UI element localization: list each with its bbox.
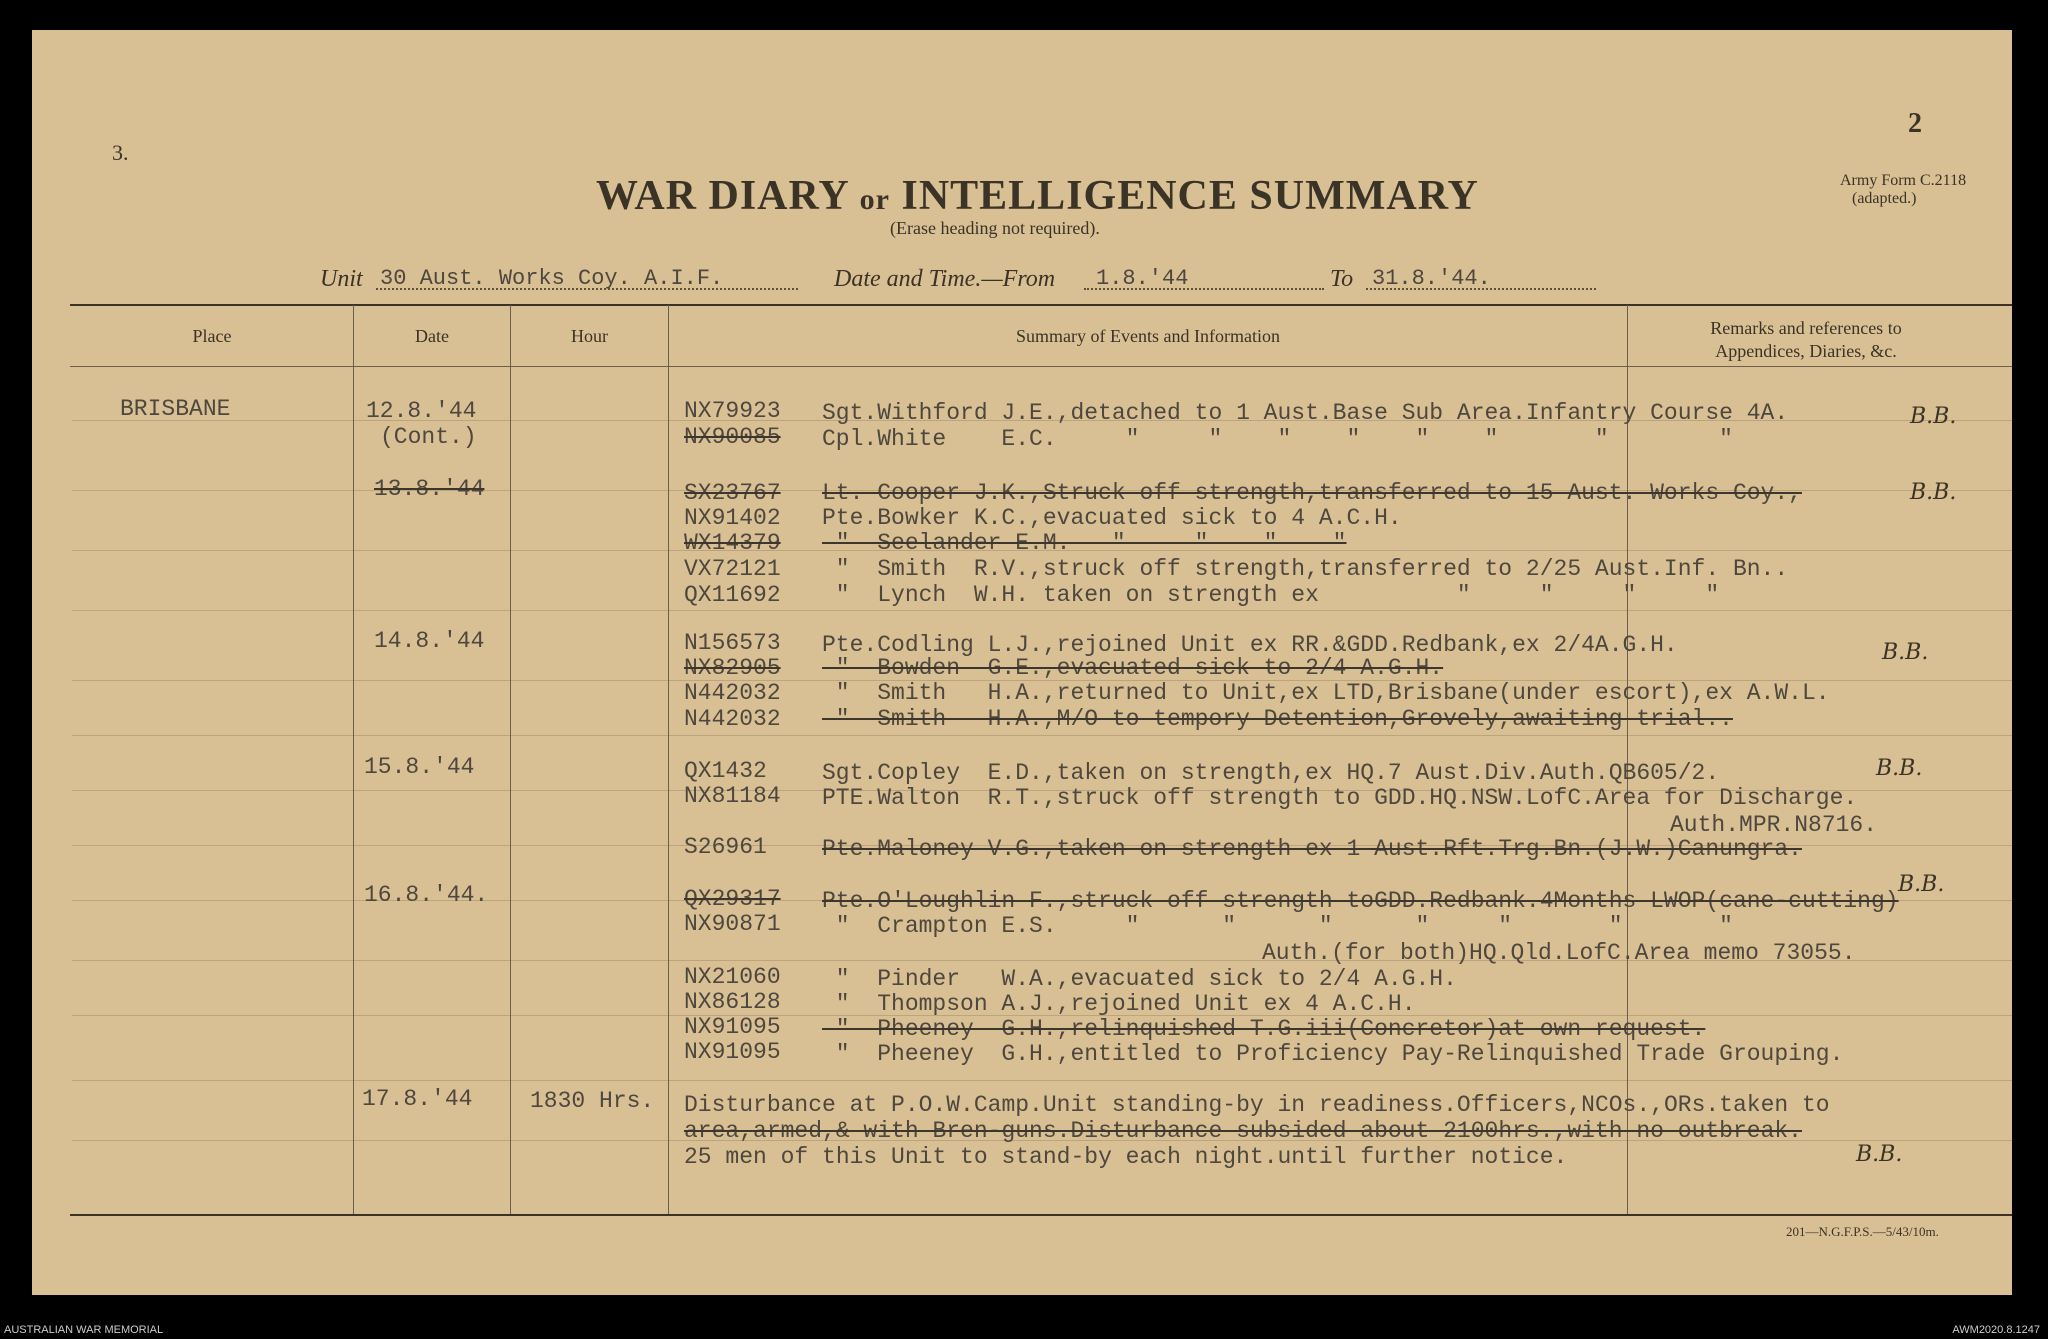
- entry-11-number: N442032: [684, 706, 781, 732]
- title-or: or: [859, 183, 890, 216]
- entry-2-text: Cpl.White E.C. " " " " " " " ": [822, 426, 1733, 452]
- entry-16-auth: Auth.(for both)HQ.Qld.LofC.Area memo 73055.: [1262, 940, 1856, 966]
- entry-6-number: VX72121: [684, 556, 781, 582]
- entry-6-text: " Smith R.V.,struck off strength,transferred to 2/25 Aust.Inf. Bn..: [822, 556, 1789, 582]
- initials-mark: B.B.: [1910, 480, 1957, 505]
- entry-18-text: " Thompson A.J.,rejoined Unit ex 4 A.C.H.: [822, 991, 1416, 1017]
- entry-12-number: QX1432: [684, 758, 767, 784]
- entry-5-number: WX14379: [684, 530, 781, 556]
- entry-5-text: " Seelander E.M. " " " ": [822, 530, 1347, 556]
- page-number: 3.: [112, 140, 129, 165]
- footer-source: AUSTRALIAN WAR MEMORIAL: [4, 1324, 164, 1336]
- army-form: Army Form C.2118: [1840, 172, 1967, 189]
- entry-20-number: NX91095: [684, 1039, 781, 1065]
- subtitle: (Erase heading not required).: [890, 218, 1100, 238]
- date-17: 17.8.'44: [362, 1086, 473, 1112]
- entry-11-text: " Smith H.A.,M/O to tempory Detention,Grovely,awaiting trial..: [822, 706, 1733, 732]
- entry-17-text: " Pinder W.A.,evacuated sick to 2/4 A.G.H.: [822, 966, 1457, 992]
- unit-value: 30 Aust. Works Coy. A.I.F.: [380, 266, 724, 291]
- column-divider: [510, 305, 511, 1214]
- entry-13-number: NX81184: [684, 783, 781, 809]
- entry-15-text: Pte.O'Loughlin F.,struck off strength toGDD.Redbank.4Months LWOP(cane-cutting): [822, 888, 1899, 914]
- column-divider: [353, 305, 354, 1214]
- table-bottom-border: [70, 1214, 2012, 1216]
- entry-10-text: " Smith H.A.,returned to Unit,ex LTD,Brisbane(under escort),ex A.W.L.: [822, 680, 1830, 706]
- header-place: Place: [192, 326, 232, 346]
- initials-mark: B.B.: [1910, 404, 1957, 429]
- army-form-sub: (adapted.): [1852, 190, 1917, 207]
- entry-1-text: Sgt.Withford J.E.,detached to 1 Aust.Base Sub Area.Infantry Course 4A.: [822, 400, 1789, 426]
- ruled-line: [72, 1080, 2012, 1081]
- entry-14-number: S26961: [684, 834, 767, 860]
- corner-mark: 2: [1908, 108, 1922, 139]
- entry-16-text: " Crampton E.S. " " " " " " ": [822, 913, 1733, 939]
- date-14: 14.8.'44: [374, 628, 485, 654]
- title-war-diary: WAR DIARY: [596, 173, 849, 219]
- entry-3-text: Lt. Cooper J.K.,Struck off strength,transferred to 15 Aust. Works Coy.,: [822, 480, 1802, 506]
- header-divider: [70, 366, 2012, 367]
- entry-20-text: " Pheeney G.H.,entitled to Proficiency Pay-Relinquished Trade Grouping.: [822, 1041, 1844, 1067]
- entry-19-number: NX91095: [684, 1014, 781, 1040]
- entry-12-text: Sgt.Copley E.D.,taken on strength,ex HQ.7 Aust.Div.Auth.QB605/2.: [822, 760, 1720, 786]
- entry-8-number: N156573: [684, 630, 781, 656]
- date-12: 12.8.'44: [366, 398, 477, 424]
- date-16: 16.8.'44.: [364, 882, 489, 908]
- entry-15-number: QX29317: [684, 886, 781, 912]
- entry-13-text: PTE.Walton R.T.,struck off strength to GDD.HQ.NSW.LofC.Area for Discharge.: [822, 785, 1858, 811]
- entry-21-text: Disturbance at P.O.W.Camp.Unit standing-by in readiness.Officers,NCOs.,ORs.taken to: [684, 1092, 1830, 1118]
- entry-13-auth: Auth.MPR.N8716.: [1670, 812, 1878, 838]
- entry-1-number: NX79923: [684, 398, 781, 424]
- entry-14-text: Pte.Maloney V.G.,taken on strength ex 1 Aust.Rft.Trg.Bn.(J.W.)Canungra.: [822, 836, 1802, 862]
- header-remarks-2: Appendices, Diaries, &c.: [1715, 341, 1897, 361]
- date-13: 13.8.'44: [374, 476, 485, 502]
- initials-mark: B.B.: [1876, 756, 1923, 781]
- initials-mark: B.B.: [1882, 640, 1929, 665]
- hour-17: 1830 Hrs.: [530, 1088, 655, 1114]
- header-remarks-1: Remarks and references to: [1710, 318, 1902, 338]
- entry-4-number: NX91402: [684, 505, 781, 531]
- header-hour: Hour: [571, 326, 608, 346]
- unit-label: Unit: [320, 266, 363, 292]
- date-15: 15.8.'44: [364, 754, 475, 780]
- form-title: [596, 172, 1479, 220]
- datetime-label: Date and Time.—From: [834, 266, 1056, 292]
- entry-10-number: N442032: [684, 680, 781, 706]
- to-label: To: [1330, 266, 1354, 292]
- entry-7-text: " Lynch W.H. taken on strength ex " " " ": [822, 582, 1720, 608]
- header-summary: Summary of Events and Information: [1016, 326, 1280, 346]
- initials-mark: B.B.: [1856, 1142, 1903, 1167]
- entry-17-number: NX21060: [684, 964, 781, 990]
- entry-3-number: SX23767: [684, 480, 781, 506]
- entry-22-text: area,armed,& with Bren-guns.Disturbance subsided about 2100hrs.,with no outbreak.: [684, 1118, 1802, 1144]
- entry-9-text: " Bowden G.E.,evacuated sick to 2/4 A.G.H.: [822, 655, 1444, 681]
- footer-reference: AWM2020.8.1247: [1952, 1324, 2040, 1336]
- date-12-cont: (Cont.): [380, 424, 477, 450]
- entry-9-number: NX82905: [684, 655, 781, 681]
- initials-mark: B.B.: [1898, 872, 1945, 897]
- entry-2-number: NX90085: [684, 424, 781, 450]
- table-top-border: [70, 304, 2012, 306]
- entry-16-number: NX90871: [684, 911, 781, 937]
- place-value: BRISBANE: [120, 396, 231, 422]
- entry-23-text: 25 men of this Unit to stand-by each night.until further notice.: [684, 1144, 1568, 1170]
- entry-7-number: QX11692: [684, 582, 781, 608]
- from-value: 1.8.'44: [1096, 266, 1189, 291]
- column-divider: [668, 305, 669, 1214]
- header-date: Date: [415, 326, 449, 346]
- print-code: 201—N.G.F.P.S.—5/43/10m.: [1786, 1224, 1939, 1239]
- entry-18-number: NX86128: [684, 989, 781, 1015]
- title-intelligence-summary: INTELLIGENCE SUMMARY: [901, 173, 1479, 219]
- entry-4-text: Pte.Bowker K.C.,evacuated sick to 4 A.C.H.: [822, 505, 1402, 531]
- ruled-line: [72, 735, 2012, 736]
- entry-8-text: Pte.Codling L.J.,rejoined Unit ex RR.&GDD.Redbank,ex 2/4A.G.H.: [822, 632, 1678, 658]
- ruled-line: [72, 610, 2012, 611]
- entry-19-text: " Pheeney G.H.,relinquished T.G.iii(Concretor)at own request.: [822, 1016, 1706, 1042]
- to-value: 31.8.'44.: [1372, 266, 1491, 291]
